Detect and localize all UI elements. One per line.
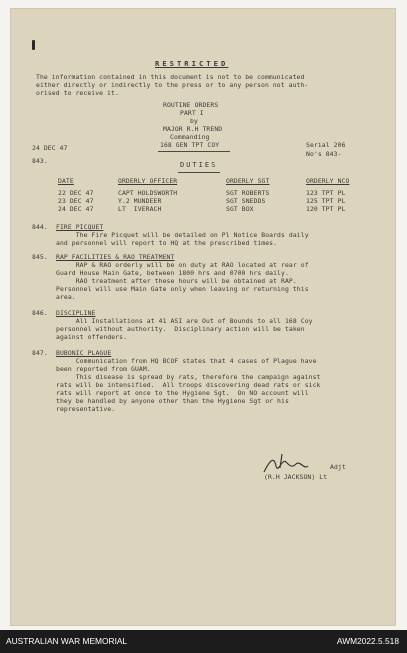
order-845-line: RAP & RAO orderly will be on duty at RAO located at rear of — [56, 261, 309, 269]
order-844-number: 844. — [32, 223, 48, 231]
title-unit: 168 GEN TPT COY — [160, 141, 220, 149]
notice-line-1: The information contained in this document is not to be communicated — [36, 73, 305, 81]
order-845-line: RAO treatment after these hours will be obtained at RAP. — [56, 277, 297, 285]
notice-line-2: either directly or indirectly to the press or to any person not auth- — [36, 81, 309, 89]
order-845-title: RAP FACILITIES & RAO TREATMENT — [56, 253, 175, 261]
order-847-line: been reported from GUAM. — [56, 365, 151, 373]
restricted-header: RESTRICTED — [155, 59, 229, 68]
order-846-line: personnel without authority. Disciplinary action will be taken — [56, 325, 305, 333]
duty-row-3-officer: LT IVERACH — [118, 205, 162, 213]
signatory-name: (R.H JACKSON) Lt — [264, 473, 328, 481]
order-numbers: No's 843- — [306, 150, 342, 158]
title-commander: MAJOR R.H TREND — [163, 125, 223, 133]
duties-underline — [178, 172, 220, 173]
order-847-line: rats will be intensified. All troops discovering dead rats or sick — [56, 381, 321, 389]
order-date: 24 DEC 47 — [32, 144, 68, 152]
duties-order-number: 843. — [32, 157, 48, 165]
archive-name: AUSTRALIAN WAR MEMORIAL — [6, 636, 128, 646]
title-routine-orders: ROUTINE ORDERS — [163, 101, 219, 109]
serial-number: Serial 206 — [306, 141, 346, 149]
order-846-title: DISCIPLINE — [56, 309, 96, 317]
col-orderly-officer: ORDERLY OFFICER — [118, 177, 178, 185]
order-845-line: Guard House Main Gate, between 1800 hrs and 0700 hrs daily. — [56, 269, 289, 277]
col-date: DATE — [58, 177, 74, 185]
order-846-number: 846. — [32, 309, 48, 317]
title-commanding: Commanding — [170, 133, 210, 141]
order-847-line: representative. — [56, 405, 116, 413]
duties-heading: DUTIES — [180, 161, 218, 169]
duty-row-1-nco: 123 TPT PL — [306, 189, 346, 197]
notice-line-3: orised to receive it. — [36, 89, 119, 97]
order-847-title: BUBONIC PLAGUE — [56, 349, 112, 357]
duty-row-3-date: 24 DEC 47 — [58, 205, 94, 213]
duty-row-2-sgt: SGT SNEDDS — [226, 197, 266, 205]
duty-row-3-sgt: SGT BOX — [226, 205, 254, 213]
order-847-line: Communication from HQ BCOF states that 4 cases of Plague have — [56, 357, 317, 365]
duty-row-1-officer: CAPT HOLDSWORTH — [118, 189, 178, 197]
archive-footer — [0, 630, 407, 653]
order-844-title: FIRE PICQUET — [56, 223, 104, 231]
order-844-line: and personnel will report to HQ at the prescribed times. — [56, 239, 278, 247]
title-underline — [158, 151, 230, 152]
punch-mark — [32, 40, 35, 50]
duty-row-2-officer: Y.2 MUNDEER — [118, 197, 162, 205]
order-847-number: 847. — [32, 349, 48, 357]
title-by: by — [190, 117, 198, 125]
duty-row-1-sgt: SGT ROBERTS — [226, 189, 270, 197]
order-844-line: The Fire Picquet will be detailed on Pl Notice Boards daily — [56, 231, 309, 239]
order-845-line: area. — [56, 293, 76, 301]
order-847-line: they be handled by anyone other than the Hygiene Sgt or his — [56, 397, 289, 405]
order-845-number: 845. — [32, 253, 48, 261]
duty-row-2-date: 23 DEC 47 — [58, 197, 94, 205]
col-orderly-nco: ORDERLY NCO — [306, 177, 350, 185]
duty-row-1-date: 22 DEC 47 — [58, 189, 94, 197]
duty-row-2-nco: 125 TPT PL — [306, 197, 346, 205]
order-847-line: rats will report at once to the Hygiene Sgt. On NO account will — [56, 389, 309, 397]
col-orderly-sgt: ORDERLY SGT — [226, 177, 270, 185]
duty-row-3-nco: 120 TPT PL — [306, 205, 346, 213]
order-846-line: All Installations at 41 ASI are Out of Bounds to all 168 Coy — [56, 317, 313, 325]
title-part: PART I — [180, 109, 204, 117]
signatory-role: Adjt — [330, 463, 346, 471]
order-846-line: against offenders. — [56, 333, 128, 341]
order-847-line: This disease is spread by rats, therefore the campaign against — [56, 373, 321, 381]
order-845-line: Personnel will use Main Gate only when leaving or returning this — [56, 285, 309, 293]
archive-accession-number: AWM2022.5.518 — [336, 636, 399, 646]
